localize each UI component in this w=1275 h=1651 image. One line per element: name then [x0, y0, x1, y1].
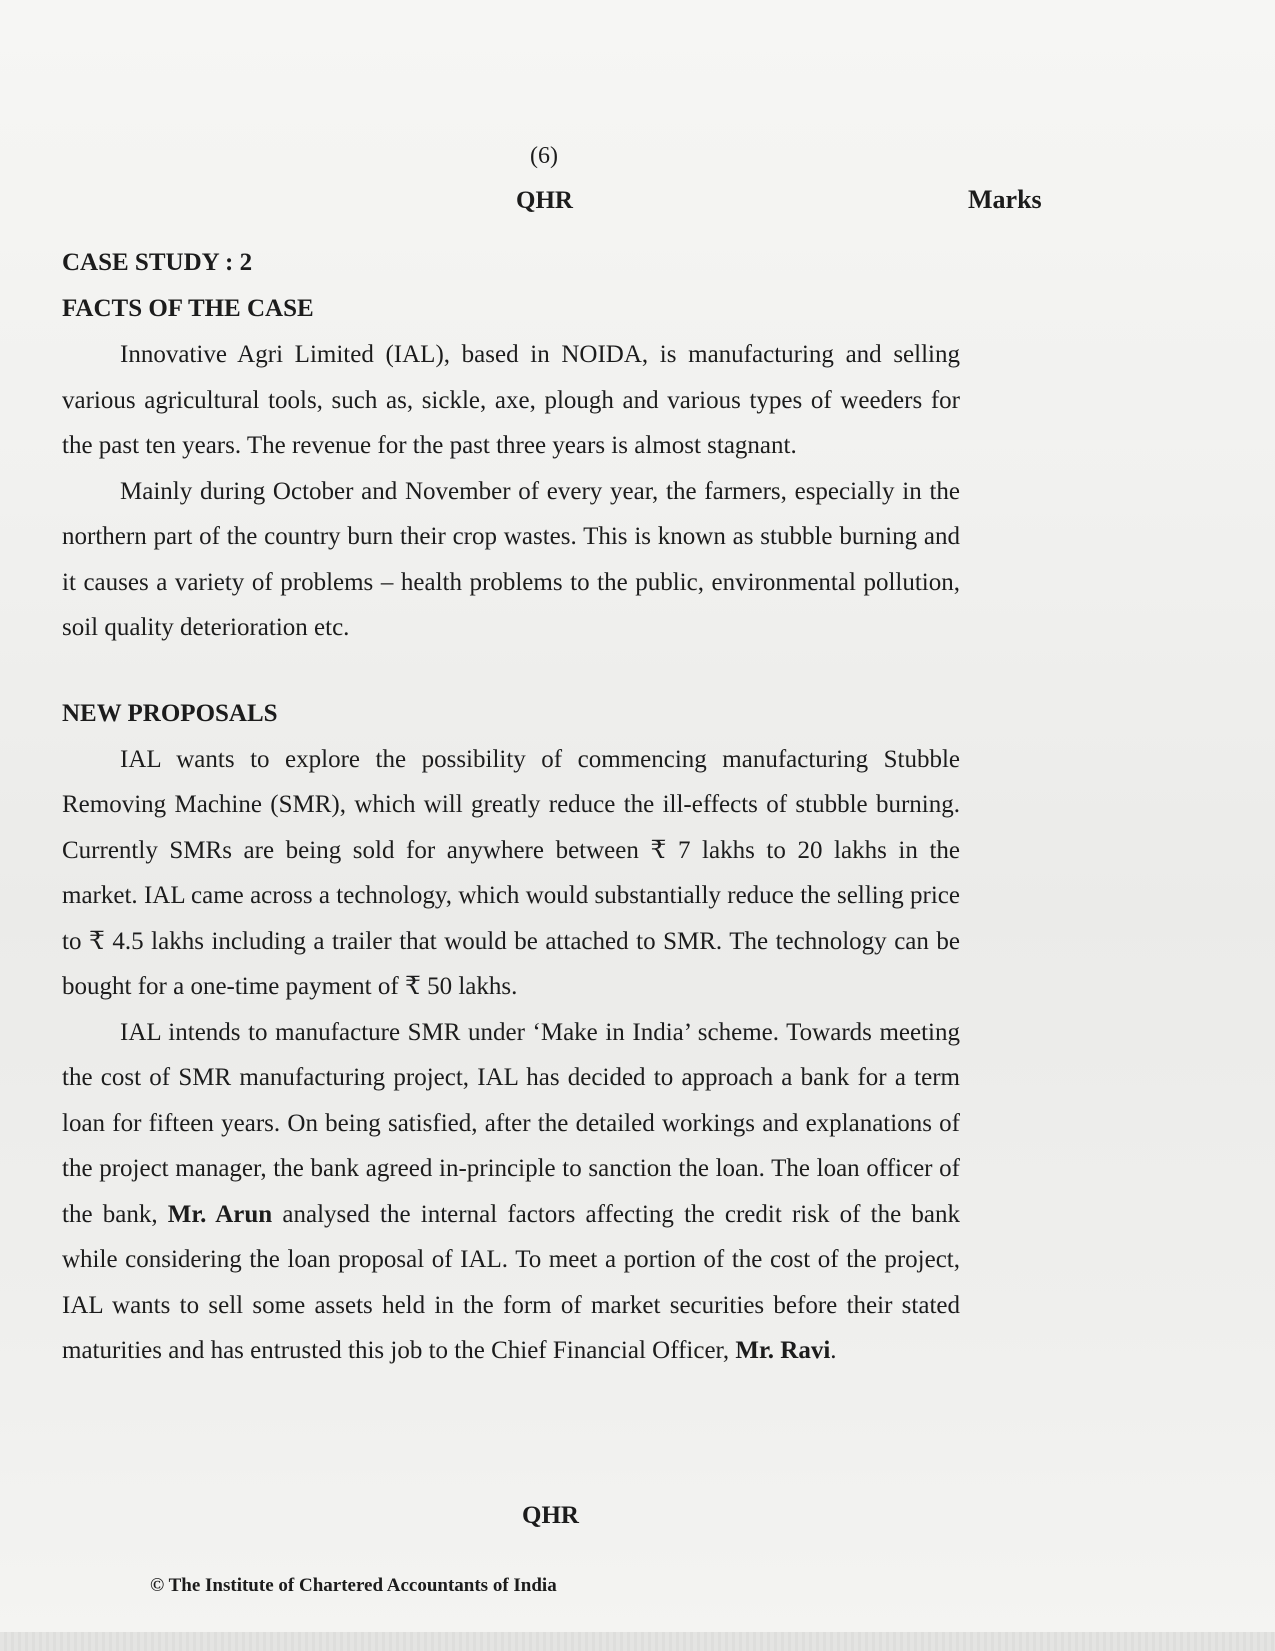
- copyright-notice: © The Institute of Chartered Accountants of India: [150, 1575, 557, 1596]
- footer-paper-code: QHR: [522, 1502, 579, 1529]
- proposals-paragraph-2: [62, 1010, 960, 1374]
- page-number: (6): [530, 143, 558, 169]
- case-study-content: [62, 240, 960, 1374]
- scan-bottom-edge: [0, 1632, 1275, 1651]
- facts-heading: FACTS OF THE CASE: [62, 295, 314, 322]
- cfo-name: Mr. Ravi: [735, 1337, 831, 1364]
- case-study-title: CASE STUDY : 2: [62, 249, 253, 276]
- section-spacer: [62, 651, 960, 691]
- proposals-paragraph-2-part-c: .: [830, 1337, 837, 1364]
- proposals-paragraph-2-part-b: analysed the internal factors affecting the credit risk of the bank while considering the loan proposal of IAL. To meet a portion of the cost of the project, IAL wants to sell some assets held in the form of market securities before their stated maturities and has entrusted this job to the Chief Financial Officer,: [62, 1200, 960, 1364]
- facts-paragraph-1: Innovative Agri Limited (IAL), based in NOIDA, is manufacturing and selling various agricultural tools, such as, sickle, axe, plough and various types of weeders for the past ten years. The revenue for the past three years is almost stagnant.: [62, 341, 960, 459]
- proposals-paragraph-2-part-a: IAL intends to manufacture SMR under ‘Make in India’ scheme. Towards meeting the cost of SMR manufacturing project, IAL has decided to approach a bank for a term loan for fifteen years. On being satisfied, after the detailed workings and explanations of the project manager, the bank agreed in-principle to sanction the loan. The loan officer of the bank,: [62, 1018, 960, 1228]
- header-paper-code: QHR: [516, 187, 573, 214]
- facts-paragraph-2: Mainly during October and November of every year, the farmers, especially in the northern part of the country burn their crop wastes. This is known as stubble burning and it causes a variety of problems – health problems to the public, environmental pollution, soil quality deterioration etc.: [62, 477, 960, 641]
- proposals-paragraph-1: IAL wants to explore the possibility of commencing manufacturing Stubble Removing Machine (SMR), which will greatly reduce the ill-effects of stubble burning. Currently SMRs are being sold for anywhere between ₹ 7 lakhs to 20 lakhs in the market. IAL came across a technology, which would substantially reduce the selling price to ₹ 4.5 lakhs including a trailer that would be attached to SMR. The technology can be bought for a one-time payment of ₹ 50 lakhs.: [62, 745, 960, 1000]
- proposals-heading: NEW PROPOSALS: [62, 699, 278, 727]
- loan-officer-name: Mr. Arun: [167, 1200, 273, 1228]
- marks-column-label: Marks: [968, 185, 1042, 214]
